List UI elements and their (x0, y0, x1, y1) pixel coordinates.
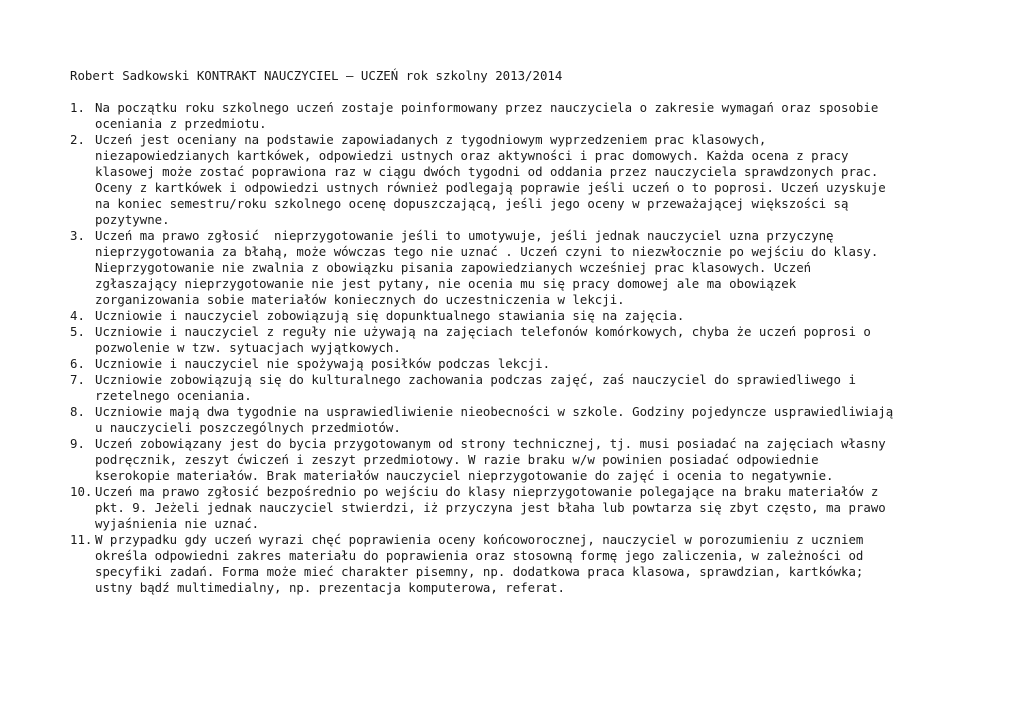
list-item (70, 404, 970, 436)
item-text: Uczeń zobowiązany jest do bycia przygotowanym od strony technicznej, tj. musi posiadać na zajęciach własny podręcznik, zeszyt ćwiczeń i zeszyt przedmiotowy. W razie braku w/w powinien posiadać odpowiednie kserokopie materiałów. Brak materiałów nauczyciel nieprzygotowanie do zajęć i ocenia to negatywnie. (95, 436, 886, 483)
item-number: 4. (70, 308, 85, 323)
item-number: 1. (70, 100, 85, 115)
list-item (70, 436, 970, 484)
item-number: 11. (70, 532, 93, 547)
item-number: 8. (70, 404, 85, 419)
item-number: 5. (70, 324, 85, 339)
list-item (70, 372, 970, 404)
list-item (70, 484, 970, 532)
list-item (70, 132, 970, 228)
document-page (70, 68, 970, 596)
item-text: Uczniowie zobowiązują się do kulturalnego zachowania podczas zajęć, zaś nauczyciel do sprawiedliwego i rzetelnego oceniania. (95, 372, 856, 403)
list-item (70, 228, 970, 308)
item-text: Uczniowie i nauczyciel nie spożywają posiłków podczas lekcji. (95, 356, 551, 371)
item-number: 3. (70, 228, 85, 243)
item-text: Uczniowie i nauczyciel z reguły nie używają na zajęciach telefonów komórkowych, chyba że uczeń poprosi o pozwolenie w tzw. sytuacjach wyjątkowych. (95, 324, 871, 355)
item-number: 7. (70, 372, 85, 387)
item-text: Uczniowie mają dwa tygodnie na usprawiedliwienie nieobecności w szkole. Godziny pojedyncze usprawiedliwiają u nauczycieli poszczególnych przedmiotów. (95, 404, 894, 435)
item-number: 2. (70, 132, 85, 147)
list-item (70, 532, 970, 596)
item-text: Uczeń ma prawo zgłosić nieprzygotowanie jeśli to umotywuje, jeśli jednak nauczyciel uzna przyczynę nieprzygotowania za błahą, może wówczas tego nie uznać . Uczeń czyni to niezwłocznie po wejściu do klasy. Nieprzygotowanie nie zwalnia z obowiązku pisania zapowiedzianych wcześniej prac klasowych. Uczeń zgłaszający nieprzygotowanie nie jest pytany, nie ocenia mu się pracy domowej ale ma obowiązek zorganizowania sobie materiałów koniecznych do uczestniczenia w lekcji. (95, 228, 879, 307)
item-text: W przypadku gdy uczeń wyrazi chęć poprawienia oceny końcoworocznej, nauczyciel w porozumieniu z uczniem określa odpowiedni zakres materiału do poprawienia oraz stosowną formę jego zaliczenia, w zależności od specyfiki zadań. Forma może mieć charakter pisemny, np. dodatkowa praca klasowa, sprawdzian, kartkówka; ustny bądź multimedialny, np. prezentacja komputerowa, referat. (95, 532, 864, 595)
list-item (70, 308, 970, 324)
list-item (70, 356, 970, 372)
contract-rules-list (70, 100, 970, 596)
list-item (70, 324, 970, 356)
item-text: Uczeń jest oceniany na podstawie zapowiadanych z tygodniowym wyprzedzeniem prac klasowych, niezapowiedzianych kartkówek, odpowiedzi ustnych oraz aktywności i prac domowych. Każda ocena z pracy klasowej może zostać poprawiona raz w ciągu dwóch tygodni od oddania przez nauczyciela sprawdzonych prac. Oceny z kartkówek i odpowiedzi ustnych również podlegają poprawie jeśli uczeń o to poprosi. Uczeń uzyskuje na koniec semestru/roku szkolnego ocenę dopuszczającą, jeśli jego oceny w przeważającej większości są pozytywne. (95, 132, 886, 227)
item-number: 6. (70, 356, 85, 371)
item-number: 9. (70, 436, 85, 451)
document-title: Robert Sadkowski KONTRAKT NAUCZYCIEL – UCZEŃ rok szkolny 2013/2014 (70, 68, 563, 83)
list-item (70, 100, 970, 132)
item-text: Uczeń ma prawo zgłosić bezpośrednio po wejściu do klasy nieprzygotowanie polegające na braku materiałów z pkt. 9. Jeżeli jednak nauczyciel stwierdzi, iż przyczyna jest błaha lub powtarza się zbyt często, ma prawo wyjaśnienia nie uznać. (95, 484, 886, 531)
item-text: Na początku roku szkolnego uczeń zostaje poinformowany przez nauczyciela o zakresie wymagań oraz sposobie oceniania z przedmiotu. (95, 100, 879, 131)
item-text: Uczniowie i nauczyciel zobowiązują się dopunktualnego stawiania się na zajęcia. (95, 308, 685, 323)
item-number: 10. (70, 484, 93, 499)
